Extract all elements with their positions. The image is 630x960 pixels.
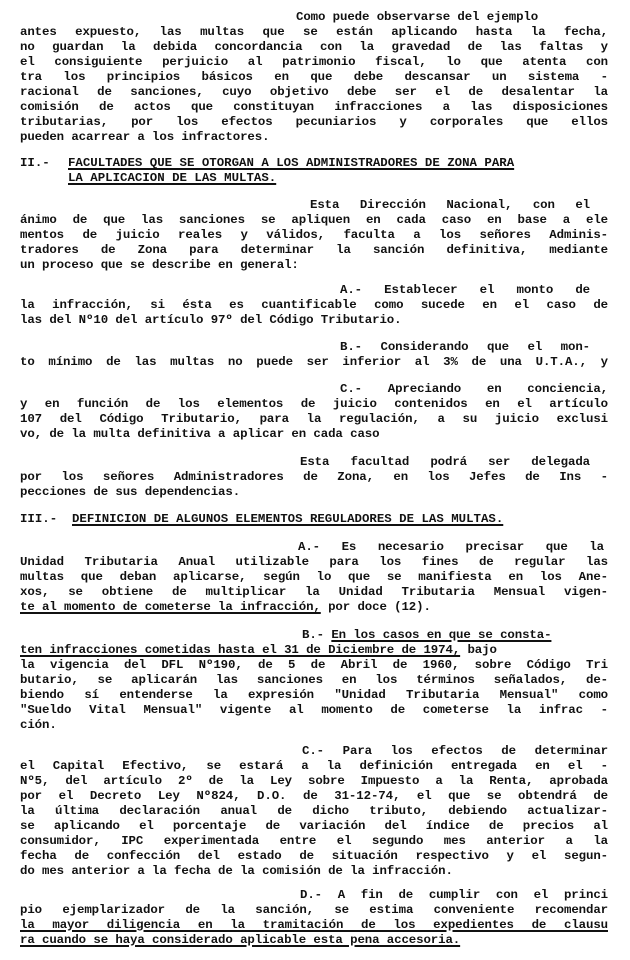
text-line: pueden acarrear a los infractores. xyxy=(20,130,270,144)
text-line: do mes anterior a la fecha de la comisión de la infracción. xyxy=(20,864,453,878)
text-line: pio ejemplarizador de la sanción, se estima conveniente recomendar xyxy=(20,903,608,917)
text-line: tributarias, por los efectos pecuniarios y corporales que ellos xyxy=(20,115,608,129)
item-heading: A.- Establecer el monto de xyxy=(340,283,590,297)
text-line: por el Decreto Ley Nº824, D.O. de 31-12-74, el que se obtendrá de xyxy=(20,789,608,803)
section-number: II.- xyxy=(20,156,50,170)
text-line: el consiguiente perjuicio al patrimonio fiscal, lo que atenta con xyxy=(20,55,608,69)
text-line: consumidor, IPC experimentada entre el segundo mes anterior a la xyxy=(20,834,608,848)
text-line: Esta Dirección Nacional, con el xyxy=(310,198,590,212)
item-heading: C.- Para los efectos de determinar xyxy=(302,744,608,758)
text-line: la última declaración anual de dicho tributo, debiendo actualizar- xyxy=(20,804,608,818)
text-line: un proceso que se describe en general: xyxy=(20,258,299,272)
text-line: se aplicando el porcentaje de variación del índice de precios al xyxy=(20,819,608,833)
text-line: butario, se aplicarán las sanciones en los términos señalados, de- xyxy=(20,673,608,687)
text-line: "Sueldo Vital Mensual" vigente al momento de cometerse la infrac - xyxy=(20,703,608,717)
text-line: las del Nº10 del artículo 97º del Código Tributario. xyxy=(20,313,402,327)
text-line: no guardan la debida concordancia con la gravedad de las faltas y xyxy=(20,40,608,54)
text-line: pecciones de sus dependencias. xyxy=(20,485,241,499)
text-line: vo, de la multa definitiva a aplicar en cada caso xyxy=(20,427,380,441)
text-line: Como puede observarse del ejemplo xyxy=(296,10,539,24)
text-line: to mínimo de las multas no puede ser inferior al 3% de una U.T.A., y xyxy=(20,355,608,369)
text-span: por doce (12). xyxy=(320,600,431,614)
section-title: FACULTADES QUE SE OTORGAN A LOS ADMINISTRADORES DE ZONA PARA xyxy=(68,156,515,170)
text-line: la infracción, si ésta es cuantificable como sucede en el caso de xyxy=(20,298,608,312)
text-line: racional de sanciones, cuyo objetivo debe ser el de desalentar la xyxy=(20,85,608,99)
item-lead: B.- xyxy=(302,628,332,642)
item-heading: C.- Apreciando en conciencia, xyxy=(340,382,608,396)
item-heading: D.- A fin de cumplir con el princi xyxy=(300,888,608,902)
text-line: ánimo de que las sanciones se apliquen en cada caso en base a ele xyxy=(20,213,608,227)
text-span: bajo xyxy=(460,643,497,657)
text-line xyxy=(20,918,608,933)
text-line: mentos de juicio reales y válidos, faculta a los señores Adminis- xyxy=(20,228,608,242)
text-line xyxy=(20,600,608,615)
underlined-text: En los casos en que se consta- xyxy=(331,628,552,642)
section-number: III.- xyxy=(20,512,58,526)
item-heading xyxy=(302,628,608,643)
underlined-text: te al momento de cometerse la infracción, xyxy=(20,600,321,614)
text-line xyxy=(20,643,608,658)
text-line: biendo sí entenderse la expresión "Unidad Tributaria Mensual" como xyxy=(20,688,608,702)
text-line xyxy=(20,933,608,948)
text-line: 107 del Código Tributario, para la regulación, a su juicio exclusi xyxy=(20,412,608,426)
text-line: Nº5, del artículo 2º de la Ley sobre Impuesto a la Renta, aprobada xyxy=(20,774,608,788)
text-line: tra los principios básicos en que debe descansar un sistema - xyxy=(20,70,608,84)
text-line: antes expuesto, las multas que se están aplicando hasta la fecha, xyxy=(20,25,608,39)
text-line: fecha de confección del estado de situación respectivo y el segun- xyxy=(20,849,608,863)
underlined-text: la mayor diligencia en la tramitación de los expedientes de clausu xyxy=(20,918,608,932)
underlined-text: ra cuando se haya considerado aplicable esta pena accesoria. xyxy=(20,933,461,947)
text-line: comisión de actos que constituyan infracciones a las disposiciones xyxy=(20,100,608,114)
text-line: ción. xyxy=(20,718,57,732)
text-line: la vigencia del DFL Nº190, de 5 de Abril de 1960, sobre Código Tri xyxy=(20,658,608,672)
item-heading: B.- Considerando que el mon- xyxy=(340,340,590,354)
text-line: y en función de los elementos de juicio contenidos en el artículo xyxy=(20,397,608,411)
text-line: Esta facultad podrá ser delegada xyxy=(300,455,590,469)
text-line: por los señores Administradores de Zona, en los Jefes de Ins - xyxy=(20,470,608,484)
text-line: multas que deban aplicarse, según lo que se manifiesta en los Ane- xyxy=(20,570,608,584)
item-heading: A.- Es necesario precisar que la xyxy=(298,540,604,554)
section-title: LA APLICACION DE LAS MULTAS. xyxy=(68,171,277,185)
text-line: el Capital Efectivo, se estará a la definición entregada en el - xyxy=(20,759,608,773)
underlined-text: ten infracciones cometidas hasta el 31 de Diciembre de 1974, xyxy=(20,643,461,657)
text-line: Unidad Tributaria Anual utilizable para los fines de regular las xyxy=(20,555,608,569)
text-line: xos, se obtiene de multiplicar la Unidad Tributaria Mensual vigen- xyxy=(20,585,608,599)
text-line: tradores de Zona para determinar la sanción definitiva, mediante xyxy=(20,243,608,257)
section-title: DEFINICION DE ALGUNOS ELEMENTOS REGULADORES DE LAS MULTAS. xyxy=(72,512,504,526)
